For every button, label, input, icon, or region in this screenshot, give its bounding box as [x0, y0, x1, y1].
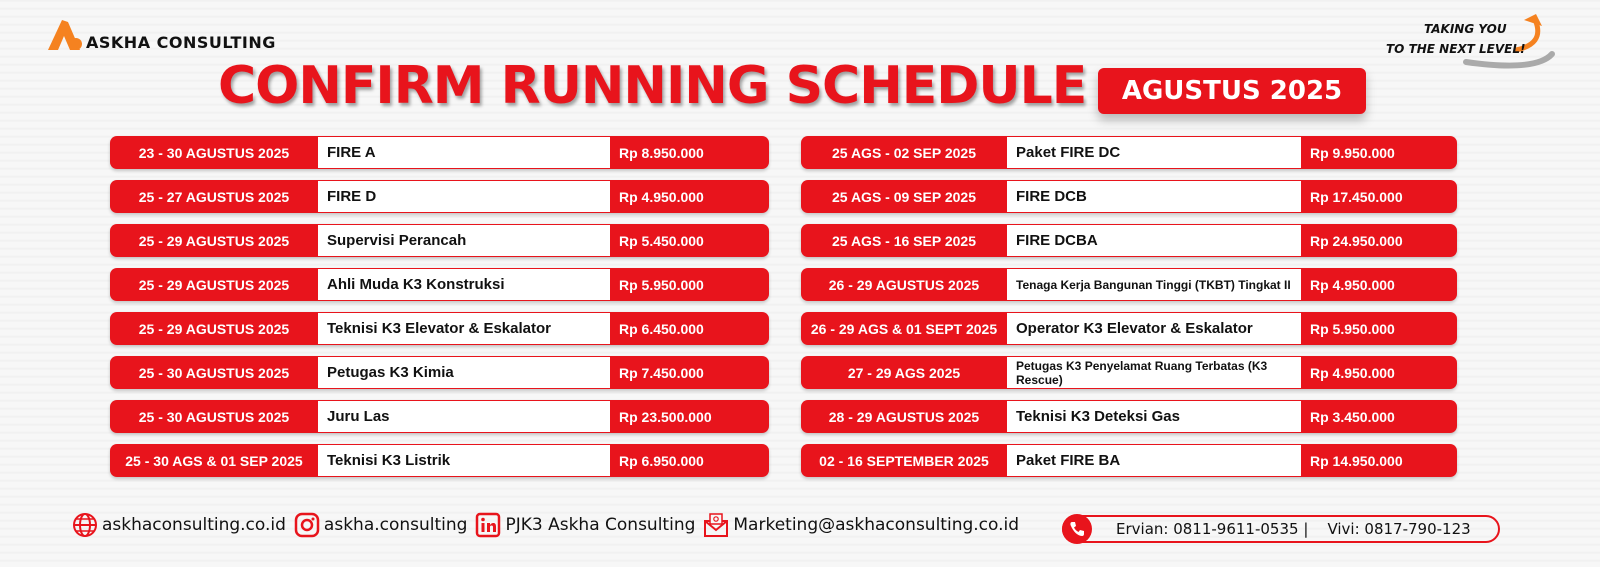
course-name: Teknisi K3 Listrik	[318, 445, 610, 476]
course-date: 26 - 29 AGUSTUS 2025	[828, 276, 980, 293]
course-date: 25 - 29 AGUSTUS 2025	[138, 276, 290, 293]
course-date: 25 - 29 AGUSTUS 2025	[138, 232, 290, 249]
month-badge: AGUSTUS 2025	[1098, 68, 1366, 114]
page-title: CONFIRM RUNNING SCHEDULE	[218, 56, 1087, 116]
course-date: 25 - 30 AGUSTUS 2025	[138, 408, 290, 425]
course-name: Paket FIRE BA	[1007, 445, 1301, 476]
course-name: Teknisi K3 Deteksi Gas	[1007, 401, 1301, 432]
course-price: Rp 6.950.000	[619, 452, 704, 469]
course-price: Rp 7.450.000	[619, 364, 704, 381]
mail-icon	[703, 512, 729, 538]
course-date: 25 AGS - 02 SEP 2025	[832, 144, 976, 161]
logo-mark-icon	[44, 18, 84, 54]
schedule-row	[801, 268, 1457, 301]
course-date: 25 AGS - 09 SEP 2025	[832, 188, 976, 205]
course-name: Ahli Muda K3 Konstruksi	[318, 269, 610, 300]
website-link[interactable]	[72, 512, 286, 538]
course-date: 25 - 30 AGS & 01 SEP 2025	[125, 452, 303, 469]
email-link[interactable]	[703, 512, 1019, 538]
course-price: Rp 3.450.000	[1310, 408, 1395, 425]
schedule-row	[110, 400, 769, 433]
course-name: FIRE D	[318, 181, 610, 212]
schedule-right-column	[801, 136, 1457, 488]
instagram-text: askha.consulting	[323, 515, 468, 535]
linkedin-link[interactable]	[475, 512, 695, 538]
schedule-left-column	[110, 136, 769, 488]
curved-arrow-icon	[1386, 10, 1566, 72]
schedule-row	[110, 180, 769, 213]
schedule-row	[110, 444, 769, 477]
tagline-line1: TAKING YOU	[1424, 22, 1507, 36]
course-name: Petugas K3 Kimia	[318, 357, 610, 388]
schedule-row	[110, 224, 769, 257]
course-price: Rp 8.950.000	[619, 144, 704, 161]
course-date: 27 - 29 AGS 2025	[847, 364, 961, 381]
course-price: Rp 5.950.000	[619, 276, 704, 293]
course-date: 25 AGS - 16 SEP 2025	[832, 232, 976, 249]
course-price: Rp 4.950.000	[1310, 276, 1395, 293]
footer-contacts	[72, 508, 1027, 542]
course-name: Operator K3 Elevator & Eskalator	[1007, 313, 1301, 344]
course-name: FIRE DCB	[1007, 181, 1301, 212]
course-date: 02 - 16 SEPTEMBER 2025	[819, 452, 989, 469]
schedule-row	[801, 312, 1457, 345]
schedule-row	[801, 400, 1457, 433]
course-date: 23 - 30 AGUSTUS 2025	[138, 144, 290, 161]
brand-name: ASKHA CONSULTING	[86, 33, 276, 52]
website-text: askhaconsulting.co.id	[102, 515, 286, 535]
course-name: FIRE A	[318, 137, 610, 168]
globe-icon	[72, 512, 98, 538]
schedule-row	[801, 136, 1457, 169]
course-name: FIRE DCBA	[1007, 225, 1301, 256]
schedule-row	[801, 444, 1457, 477]
schedule-row	[110, 312, 769, 345]
phone-contacts[interactable]	[1062, 515, 1500, 543]
course-name: Paket FIRE DC	[1007, 137, 1301, 168]
course-date: 26 - 29 AGS & 01 SEPT 2025	[810, 320, 998, 337]
schedule-row	[110, 136, 769, 169]
course-date: 25 - 29 AGUSTUS 2025	[138, 320, 290, 337]
course-price: Rp 4.950.000	[1310, 364, 1395, 381]
course-name: Supervisi Perancah	[318, 225, 610, 256]
schedule-row	[110, 356, 769, 389]
schedule-row	[801, 224, 1457, 257]
instagram-icon	[294, 512, 320, 538]
course-name: Juru Las	[318, 401, 610, 432]
course-price: Rp 14.950.000	[1310, 452, 1403, 469]
course-date: 25 - 30 AGUSTUS 2025	[138, 364, 290, 381]
course-name: Petugas K3 Penyelamat Ruang Terbatas (K3 Rescue)	[1007, 357, 1301, 388]
schedule-row	[801, 356, 1457, 389]
schedule-row	[110, 268, 769, 301]
course-name: Teknisi K3 Elevator & Eskalator	[318, 313, 610, 344]
course-date: 25 - 27 AGUSTUS 2025	[138, 188, 290, 205]
brand-logo	[44, 14, 276, 54]
course-price: Rp 24.950.000	[1310, 232, 1403, 249]
course-name: Tenaga Kerja Bangunan Tinggi (TKBT) Tingkat II	[1007, 269, 1301, 300]
phone-icon	[1062, 514, 1092, 544]
tagline-line2: TO THE NEXT LEVEL!	[1386, 42, 1526, 56]
schedule-row	[801, 180, 1457, 213]
course-price: Rp 6.450.000	[619, 320, 704, 337]
course-price: Rp 9.950.000	[1310, 144, 1395, 161]
email-text: Marketing@askhaconsulting.co.id	[733, 515, 1020, 535]
course-price: Rp 4.950.000	[619, 188, 704, 205]
course-price: Rp 5.950.000	[1310, 320, 1395, 337]
tagline	[1386, 10, 1566, 72]
phone-numbers: Ervian: 0811-9611-0535 | Vivi: 0817-790-123	[1116, 520, 1471, 538]
linkedin-icon	[475, 512, 501, 538]
course-price: Rp 23.500.000	[619, 408, 712, 425]
course-price: Rp 17.450.000	[1310, 188, 1403, 205]
instagram-link[interactable]	[294, 512, 468, 538]
course-date: 28 - 29 AGUSTUS 2025	[828, 408, 980, 425]
linkedin-text: PJK3 Askha Consulting	[505, 515, 696, 535]
course-price: Rp 5.450.000	[619, 232, 704, 249]
